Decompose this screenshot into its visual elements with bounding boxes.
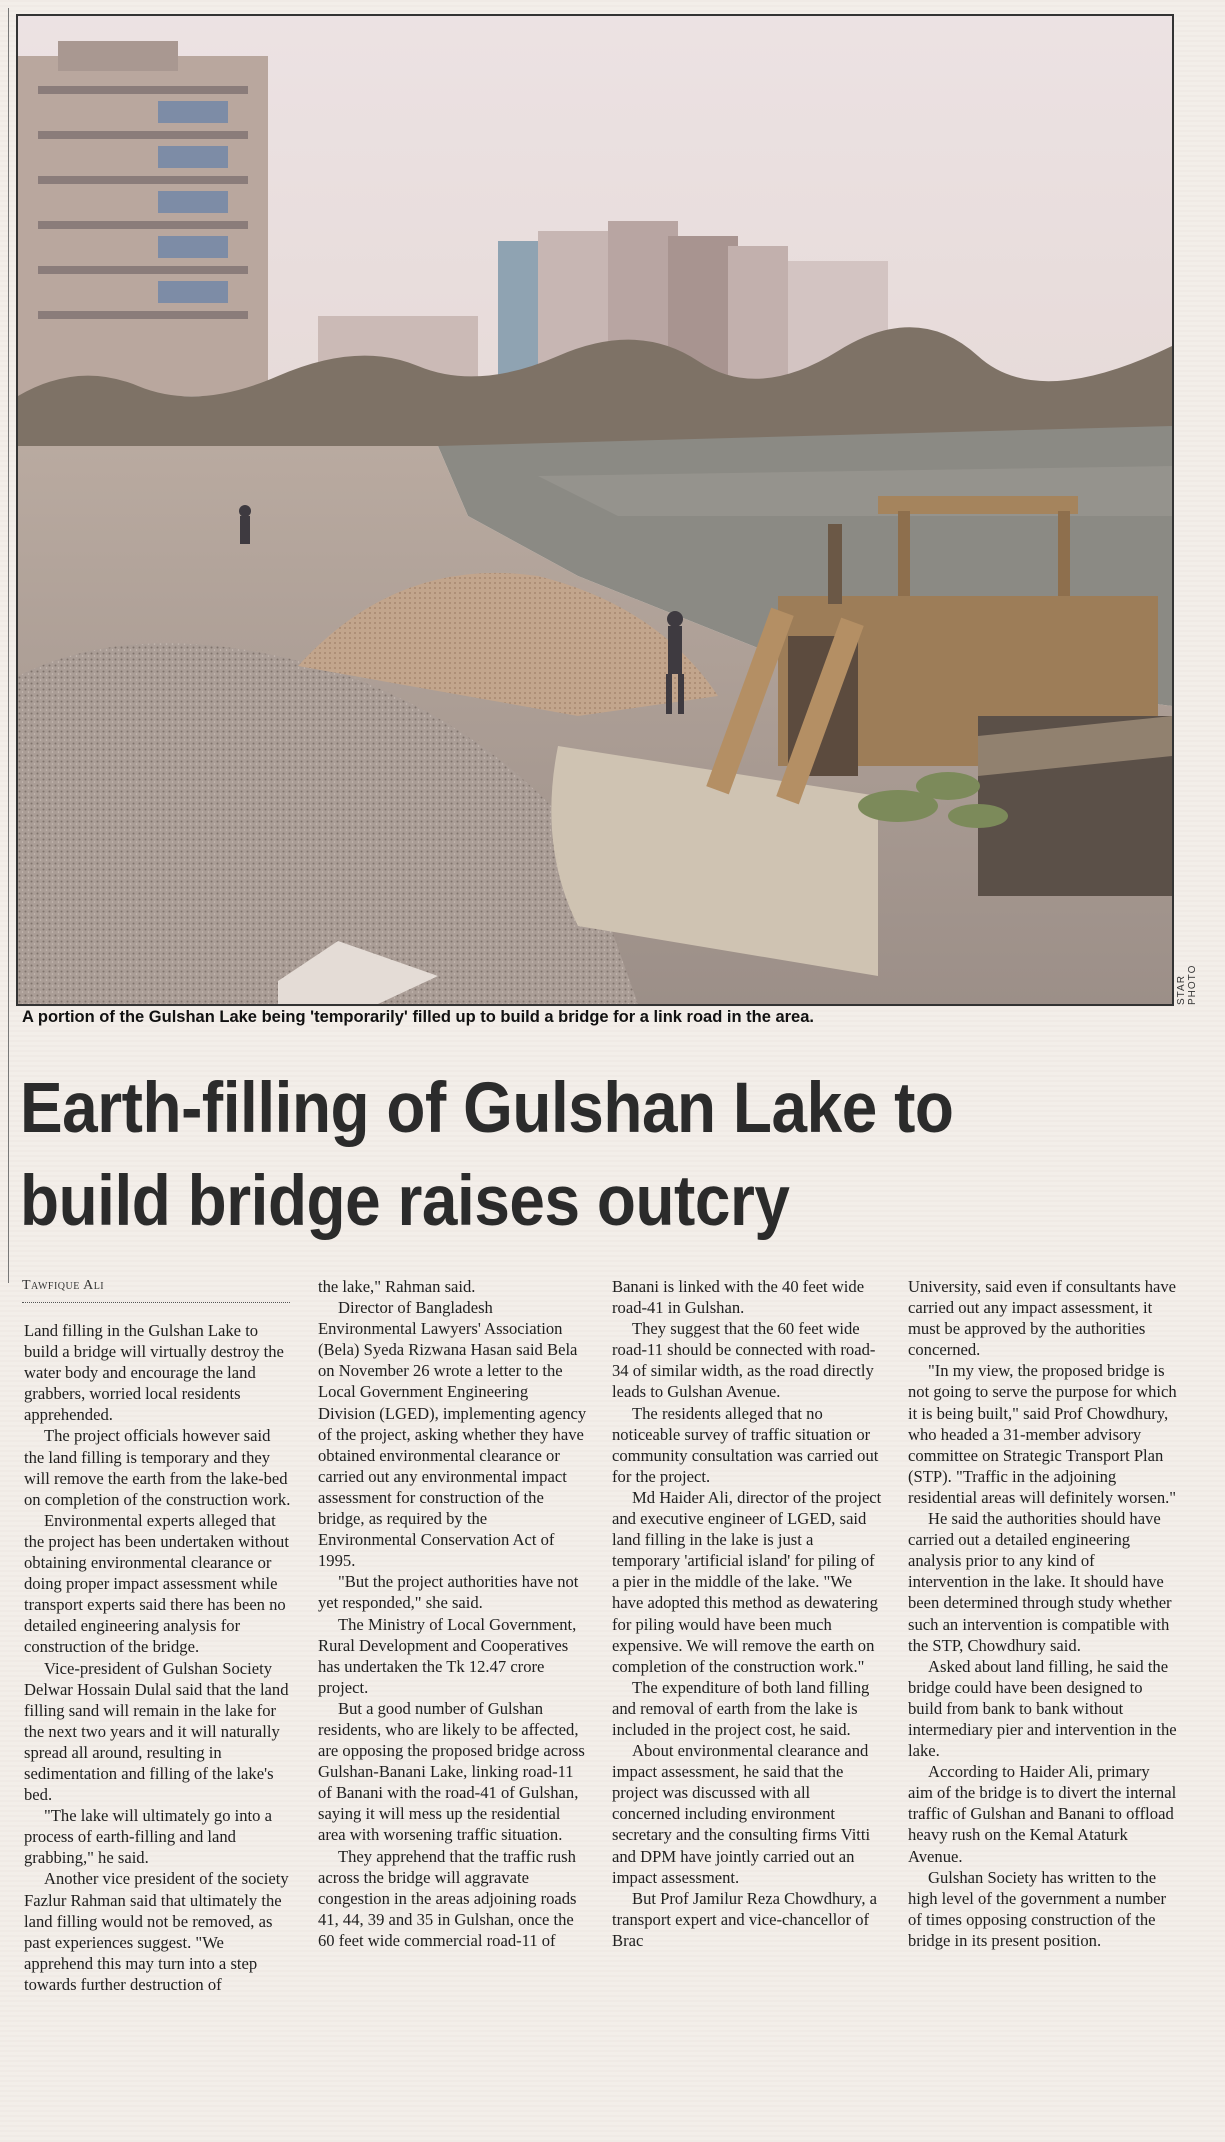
article-column-4 bbox=[908, 1276, 1178, 1951]
paragraph: the lake," Rahman said. bbox=[318, 1277, 476, 1296]
paragraph: About environmental clearance and impact assessment, he said that the project was discussed with all concerned including environment secretary and the consulting firms Vitti and DPM have jointly carried out an impact assessment. bbox=[612, 1741, 871, 1887]
headline-line-1: Earth-filling of Gulshan Lake to bbox=[20, 1069, 954, 1148]
paragraph: Md Haider Ali, director of the project and executive engineer of LGED, said land filling in the lake is just a temporary 'artificial island' for piling of a pier in the middle of the lake. "We have adopted this method as dewatering for piling would have been much expensive. We will remove the earth on completion of the construction work." bbox=[612, 1487, 882, 1676]
paragraph: The expenditure of both land filling and removal of earth from the lake is included in the project cost, he said. bbox=[612, 1677, 870, 1739]
paragraph: The project officials however said the land filling is temporary and they will remove the earth from the lake-bed on completion of the construction work. bbox=[24, 1426, 291, 1509]
headline-line-2: build bridge raises outcry bbox=[20, 1162, 790, 1241]
paragraph: Environmental experts alleged that the project has been undertaken without obtaining environmental clearance or doing proper impact assessment while transport experts said there has been no detailed engineering analysis for construction of the bridge. bbox=[24, 1510, 289, 1657]
paragraph: But a good number of Gulshan residents, who are likely to be affected, are opposing the proposed bridge across Gulshan-Banani Lake, linking road-11 of Banani with the road-41 of Gulshan, saying it will mess up the residential area with worsening traffic situation. bbox=[318, 1698, 585, 1845]
headline bbox=[20, 1062, 1055, 1248]
paragraph: Banani is linked with the 40 feet wide road-41 in Gulshan. bbox=[612, 1277, 865, 1318]
news-photo bbox=[16, 14, 1174, 1006]
paragraph: "But the project authorities have not yet responded," she said. bbox=[318, 1572, 579, 1613]
paragraph: Gulshan Society has written to the high level of the government a number of times opposing construction of the bridge in its present position. bbox=[908, 1867, 1167, 1950]
paragraph: They apprehend that the traffic rush across the bridge will aggravate congestion in the areas adjoining roads 41, 44, 39 and 35 in Gulshan, once the 60 feet wide commercial road-11 of bbox=[318, 1846, 577, 1950]
paragraph: They suggest that the 60 feet wide road-11 should be connected with road-34 of similar width, as the road directly leads to Gulshan Avenue. bbox=[612, 1319, 876, 1402]
paragraph: The residents alleged that no noticeable survey of traffic situation or community consultation was carried out for the project. bbox=[612, 1403, 879, 1486]
paragraph: According to Haider Ali, primary aim of the bridge is to divert the internal traffic of Gulshan and Banani to offload heavy rush on the Kemal Ataturk Avenue. bbox=[908, 1762, 1177, 1866]
paragraph: Director of Bangladesh Environmental Lawyers' Association (Bela) Syeda Rizwana Hasan said Bela on November 26 wrote a letter to the Local Government Engineering Division (LGED), implementing agency of the project, asking whether they have obtained environmental clearance or carried out any environmental impact assessment for construction of the bridge, as required by the Environmental Conservation Act of 1995. bbox=[318, 1298, 587, 1571]
paragraph: University, said even if consultants have carried out any impact assessment, it must be approved by the authorities concerned. bbox=[908, 1277, 1177, 1360]
article-column-3 bbox=[612, 1276, 882, 1951]
photo-caption: A portion of the Gulshan Lake being 'temporarily' filled up to build a bridge for a link road in the area. bbox=[22, 1008, 814, 1026]
byline-divider bbox=[22, 1302, 290, 1303]
paragraph: Asked about land filling, he said the bridge could have been designed to build from bank to bank without intermediary pier and intervention in the lake. bbox=[908, 1656, 1177, 1761]
paragraph: "The lake will ultimately go into a process of earth-filling and land grabbing," he said. bbox=[24, 1806, 272, 1868]
paragraph: The Ministry of Local Government, Rural Development and Cooperatives has undertaken the Tk 12.47 crore project. bbox=[318, 1614, 577, 1697]
paragraph: "In my view, the proposed bridge is not going to serve the purpose for which it is being built," said Prof Chowdhury, who headed a 31-member advisory committee on Strategic Transport Plan (STP). "Traffic in the adjoining residential areas will definitely worsen." bbox=[908, 1361, 1177, 1507]
article-column-1 bbox=[24, 1320, 294, 1995]
article-column-2 bbox=[318, 1276, 588, 1951]
paragraph: Vice-president of Gulshan Society Delwar Hossain Dulal said that the land filling sand will remain in the lake for the next two years and it will naturally spread all around, resulting in sedimentation and filling of the lake's bed. bbox=[24, 1658, 289, 1805]
paragraph: But Prof Jamilur Reza Chowdhury, a transport expert and vice-chancellor of Brac bbox=[612, 1888, 878, 1950]
paragraph: He said the authorities should have carried out a detailed engineering analysis prior to any kind of intervention in the lake. It should have been determined through study whether such an intervention is compatible with the STP, Chowdhury said. bbox=[908, 1509, 1172, 1655]
paragraph: Another vice president of the society Fazlur Rahman said that ultimately the land filling would not be removed, as past experiences suggest. "We apprehend this may turn into a step towards further destruction of bbox=[24, 1869, 289, 1994]
byline: Tawfique Ali bbox=[22, 1278, 105, 1293]
left-column-rule bbox=[8, 8, 9, 1283]
paragraph: Land filling in the Gulshan Lake to build a bridge will virtually destroy the water body and encourage the land grabbers, worried local residents apprehended. bbox=[24, 1321, 284, 1425]
photo-credit: STAR PHOTO bbox=[1176, 964, 1198, 1005]
